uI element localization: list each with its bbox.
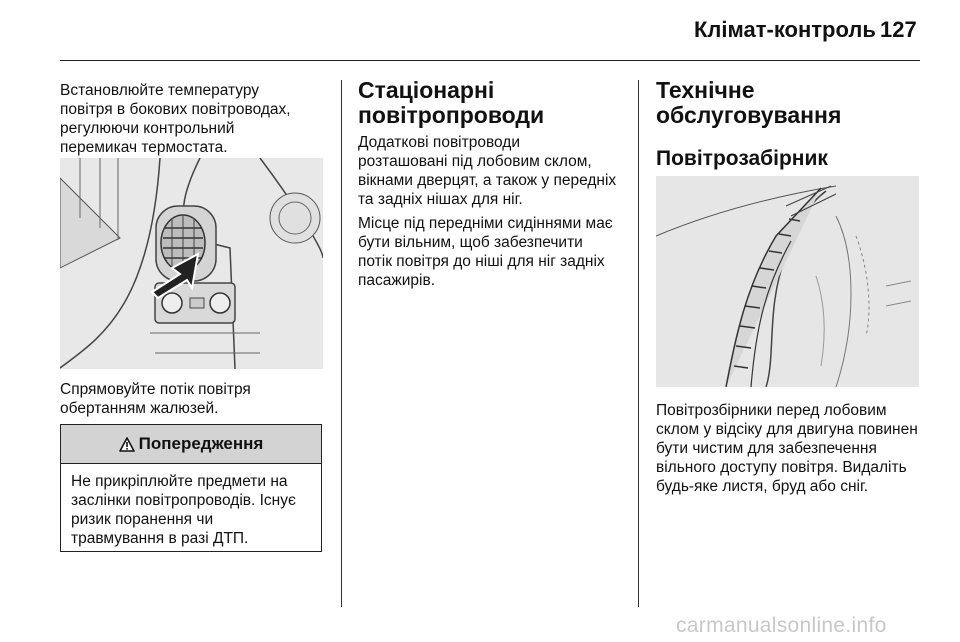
warning-title: Попередження — [138, 434, 264, 453]
page-header-title: Клімат-контроль — [694, 17, 876, 42]
column-divider-1 — [341, 80, 342, 607]
section-heading-fixed-ducts: Стаціонарні повітропроводи — [358, 77, 545, 128]
section-heading-maintenance: Технічне обслуговування — [656, 77, 842, 128]
air-intake-paragraph: Повітрозбірники перед лобовим склом у відсіку для двигуна повинен бути чистим для забезпечення вільного доступу повітря. Видаліть будь-яке листя, бруд або сніг. — [656, 402, 918, 495]
column-divider-2 — [638, 80, 639, 607]
fixed-ducts-paragraph-2: Місце під передніми сидіннями має бути вільним, щоб забезпечити потік повітря до ніші для ніг задніх пасажирів. — [358, 215, 613, 289]
air-intake-windshield-illustration — [656, 176, 919, 387]
warning-box — [60, 424, 322, 552]
air-vent-dashboard-illustration — [60, 158, 323, 369]
header-rule — [60, 60, 920, 61]
watermark: carmanualsonline.info — [676, 614, 887, 637]
warning-text: Не прикріплюйте предмети на заслінки повітропроводів. Існує ризик поранення чи травмування в разі ДТП. — [71, 473, 296, 547]
figure-caption: Спрямовуйте потік повітря обертанням жалюзей. — [60, 381, 251, 417]
fixed-ducts-paragraph-1: Додаткові повітроводи розташовані під лобовим склом, вікнами дверцят, а також у передніх та задніх нішах для ніг. — [358, 134, 617, 208]
warning-header — [61, 425, 321, 464]
page-number: 127 — [880, 17, 917, 42]
intro-paragraph: Встановлюйте температуру повітря в бокових повітроводах, регулюючи контрольний перемикач термостата. — [60, 82, 291, 156]
warning-triangle-icon — [119, 437, 135, 452]
subheading-air-intake: Повітрозабірник — [656, 147, 828, 170]
air-vent-figure — [60, 158, 323, 369]
air-intake-figure — [656, 176, 919, 387]
